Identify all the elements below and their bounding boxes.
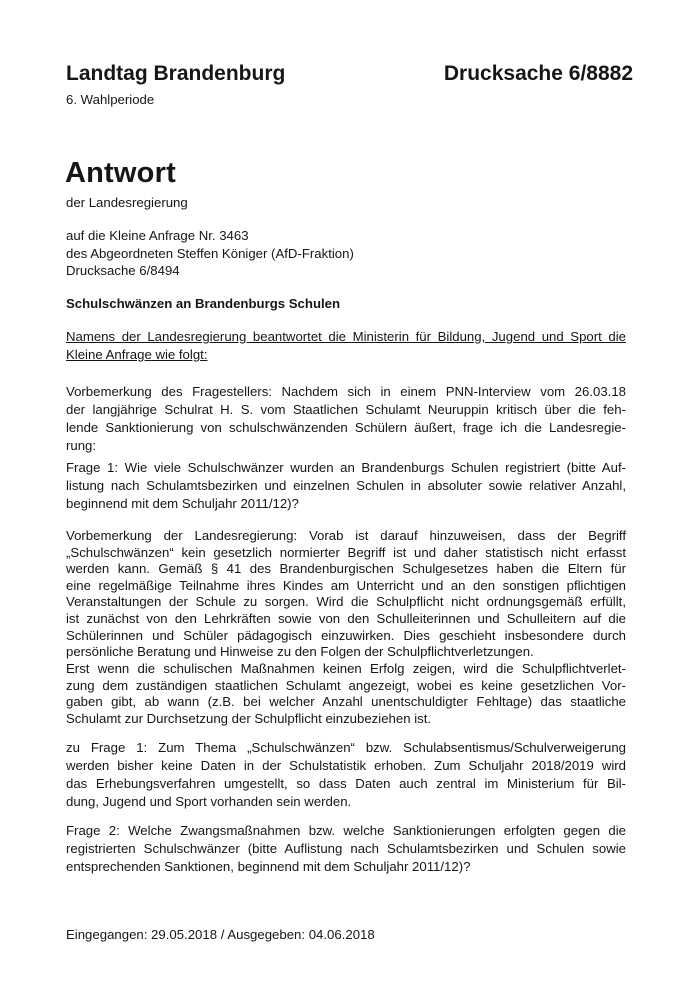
text-line: lende Sanktionierung von schulschwänzenden Schülern äußert, frage ich die Landesregie- (66, 420, 626, 435)
text-line: werden kann. Gemäß § 41 des Brandenburgischen Schulgesetzes haben die Eltern für (66, 561, 626, 577)
intro-statement (66, 328, 626, 364)
text-line: beginnend mit dem Schuljahr 2011/12)? (66, 496, 299, 511)
text-line: listung nach Schulamtsbezirken und einzelnen Schulen in absoluter sowie relativer Anzahl, (66, 478, 626, 493)
government-remark-paragraph-part2 (66, 661, 626, 727)
text-line: gaben gibt, ab wann (z.B. bei welcher Anzahl unentschuldigter Fehltage) das staatliche (66, 694, 626, 710)
text-line: „Schulschwänzen“ kein gesetzlich normierter Begriff ist und daher statistisch nicht erfasst (66, 544, 626, 560)
text-line: Namens der Landesregierung beantwortet die Ministerin für Bildung, Jugend und Sport die (66, 329, 626, 344)
text-line: werden bisher keine Daten in der Schulstatistik erhoben. Zum Schuljahr 2018/2019 wird (66, 758, 626, 773)
text-line: Veranstaltungen der Schule zu sorgen. Wird die Schulpflicht nicht ordnungsgemäß erfüllt, (66, 594, 626, 610)
subject-line: Schulschwänzen an Brandenburgs Schulen (66, 296, 341, 311)
text-line: persönliche Beratung und Hinweise zu den Folgen der Schulpflichtverletzungen. (66, 644, 534, 660)
text-line: des Abgeordneten Steffen Königer (AfD-Fraktion) (66, 245, 354, 261)
text-line: Schulamt zur Durchsetzung der Schulpflicht einzubeziehen ist. (66, 710, 432, 726)
text-line: Frage 2: Welche Zwangsmaßnahmen bzw. welche Sanktionierungen erfolgten gegen die (66, 823, 626, 838)
text-line: Frage 1: Wie viele Schulschwänzer wurden an Brandenburgs Schulen registriert (bitte Auf- (66, 460, 626, 475)
reference-block (66, 227, 354, 280)
text-line: entsprechenden Sanktionen, beginnend mit dem Schuljahr 2011/12)? (66, 859, 471, 874)
text-line: Drucksache 6/8494 (66, 263, 180, 278)
text-line: dung, Jugend und Sport vorhanden sein werden. (66, 794, 352, 809)
text-line: Schülerinnen und Schüler pädagogisch einzuwirken. Dies geschieht insbesondere durch (66, 627, 626, 643)
text-line: Vorbemerkung des Fragestellers: Nachdem sich in einem PNN-Interview vom 26.03.18 (66, 384, 626, 399)
text-line: der langjährige Schulrat H. S. vom Staatlichen Schulamt Neuruppin kritisch über die feh- (66, 402, 626, 417)
institution-name: Landtag Brandenburg (66, 62, 286, 85)
text-line: Vorbemerkung der Landesregierung: Vorab ist darauf hinzuweisen, dass der Begriff (66, 528, 626, 543)
answer-subtitle: der Landesregierung (66, 195, 188, 210)
text-line: registrierten Schulschwänzer (bitte Auflistung nach Schulamtsbezirken und Schulen sowie (66, 841, 626, 856)
legislative-period: 6. Wahlperiode (66, 92, 155, 107)
text-line: eine regelmäßige Teilnahme ihres Kindes am Unterricht und an den sonstigen pflichtigen (66, 577, 626, 593)
text-line: zu Frage 1: Zum Thema „Schulschwänzen“ bzw. Schulabsentismus/Schulverweigerung (66, 740, 626, 755)
answer-to-question-1-paragraph (66, 739, 626, 811)
document-header (66, 63, 633, 85)
questioner-remark-paragraph (66, 383, 626, 455)
text-line: Erst wenn die schulischen Maßnahmen keinen Erfolg zeigen, wird die Schulpflichtverlet- (66, 661, 626, 676)
text-line: rung: (66, 438, 97, 453)
question-2-paragraph (66, 822, 626, 876)
text-line: zung dem zuständigen staatlichen Schulamt angezeigt, wobei es keine gesetzlichen Vor- (66, 677, 626, 693)
text-line: das Erhebungsverfahren umgestellt, so dass Daten auch zentral im Ministerium für Bil- (66, 776, 626, 791)
document-number: Drucksache 6/8882 (443, 62, 633, 85)
question-1-paragraph (66, 459, 626, 513)
text-line: Kleine Anfrage wie folgt: (66, 347, 208, 362)
text-line: auf die Kleine Anfrage Nr. 3463 (66, 228, 249, 243)
answer-title: Antwort (65, 157, 176, 189)
government-remark-paragraph-part1 (66, 528, 626, 661)
footer-dates: Eingegangen: 29.05.2018 / Ausgegeben: 04.06.2018 (66, 927, 375, 942)
text-line: ist zunächst von den Lehrkräften sowie von den Schulleiterinnen und Schulleitern auf die (66, 610, 626, 626)
